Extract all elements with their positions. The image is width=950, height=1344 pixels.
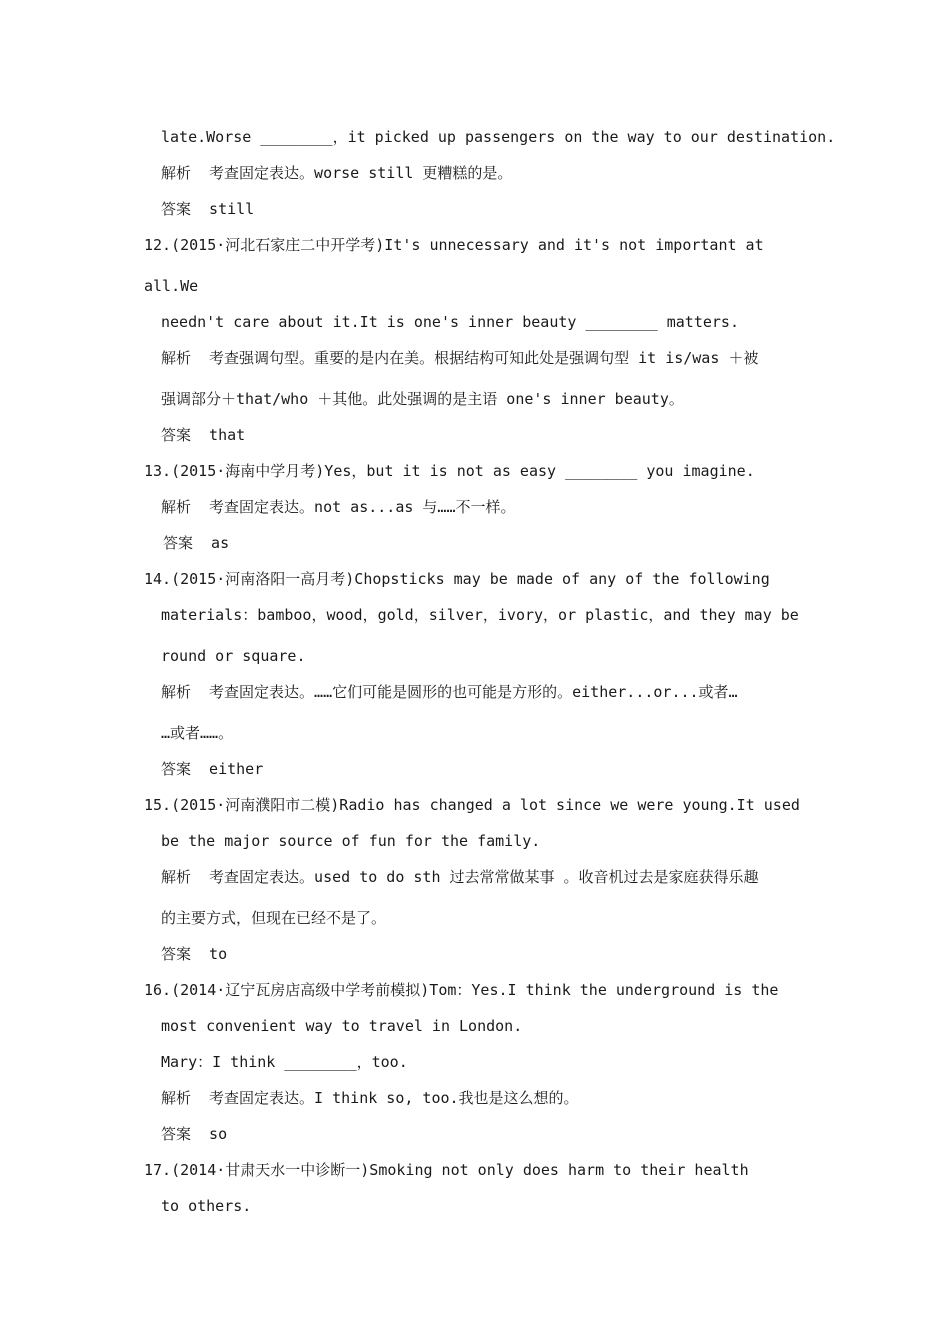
analysis-line: 解析 考查固定表达。not as...as 与……不一样。 [161,498,516,516]
text-line: round or square. [161,647,306,665]
question-14: 14.(2015·河南洛阳一高月考)Chopsticks may be made of any of the following [144,570,770,588]
answer-line: 答案 still [161,200,255,218]
text-line: …或者……。 [161,724,234,742]
text-line: be the major source of fun for the family. [161,832,541,850]
question-12: 12.(2015·河北石家庄二中开学考)It's unnecessary and it's not important at [144,236,764,254]
analysis-line: 解析 考查强调句型。重要的是内在美。根据结构可知此处是强调句型 it is/was ＋被 [161,349,759,367]
answer-line: 答案 either [161,760,264,778]
text-line: to others. [161,1197,252,1215]
answer-line: 答案 so [161,1125,228,1143]
analysis-line: 解析 考查固定表达。I think so, too.我也是这么想的。 [161,1089,579,1107]
text-line: 的主要方式，但现在已经不是了。 [161,909,387,927]
text-line: all.We [144,277,199,295]
answer-line: 答案 as [163,534,230,552]
text-line: late.Worse ________，it picked up passengers on the way to our destination. [161,128,836,146]
text-line: most convenient way to travel in London. [161,1017,523,1035]
text-line: 强调部分＋that/who ＋其他。此处强调的是主语 one's inner beauty。 [161,390,684,408]
analysis-line: 解析 考查固定表达。……它们可能是圆形的也可能是方形的。either...or...或者… [161,683,738,701]
answer-line: 答案 that [161,426,246,444]
question-17: 17.(2014·甘肃天水一中诊断一)Smoking not only does harm to their health [144,1161,749,1179]
question-16: 16.(2014·辽宁瓦房店高级中学考前模拟)Tom：Yes.I think the underground is the [144,981,779,999]
text-line: materials：bamboo，wood，gold，silver，ivory，or plastic，and they may be [161,606,799,624]
question-15: 15.(2015·河南濮阳市二模)Radio has changed a lot since we were young.It used [144,796,800,814]
answer-line: 答案 to [161,945,228,963]
text-line: needn't care about it.It is one's inner beauty ________ matters. [161,313,739,331]
question-13: 13.(2015·海南中学月考)Yes，but it is not as easy ________ you imagine. [144,462,755,480]
analysis-line: 解析 考查固定表达。used to do sth 过去常常做某事 。收音机过去是家庭获得乐趣 [161,868,759,886]
analysis-line: 解析 考查固定表达。worse still 更糟糕的是。 [161,164,513,182]
text-line: Mary：I think ________，too. [161,1053,408,1071]
